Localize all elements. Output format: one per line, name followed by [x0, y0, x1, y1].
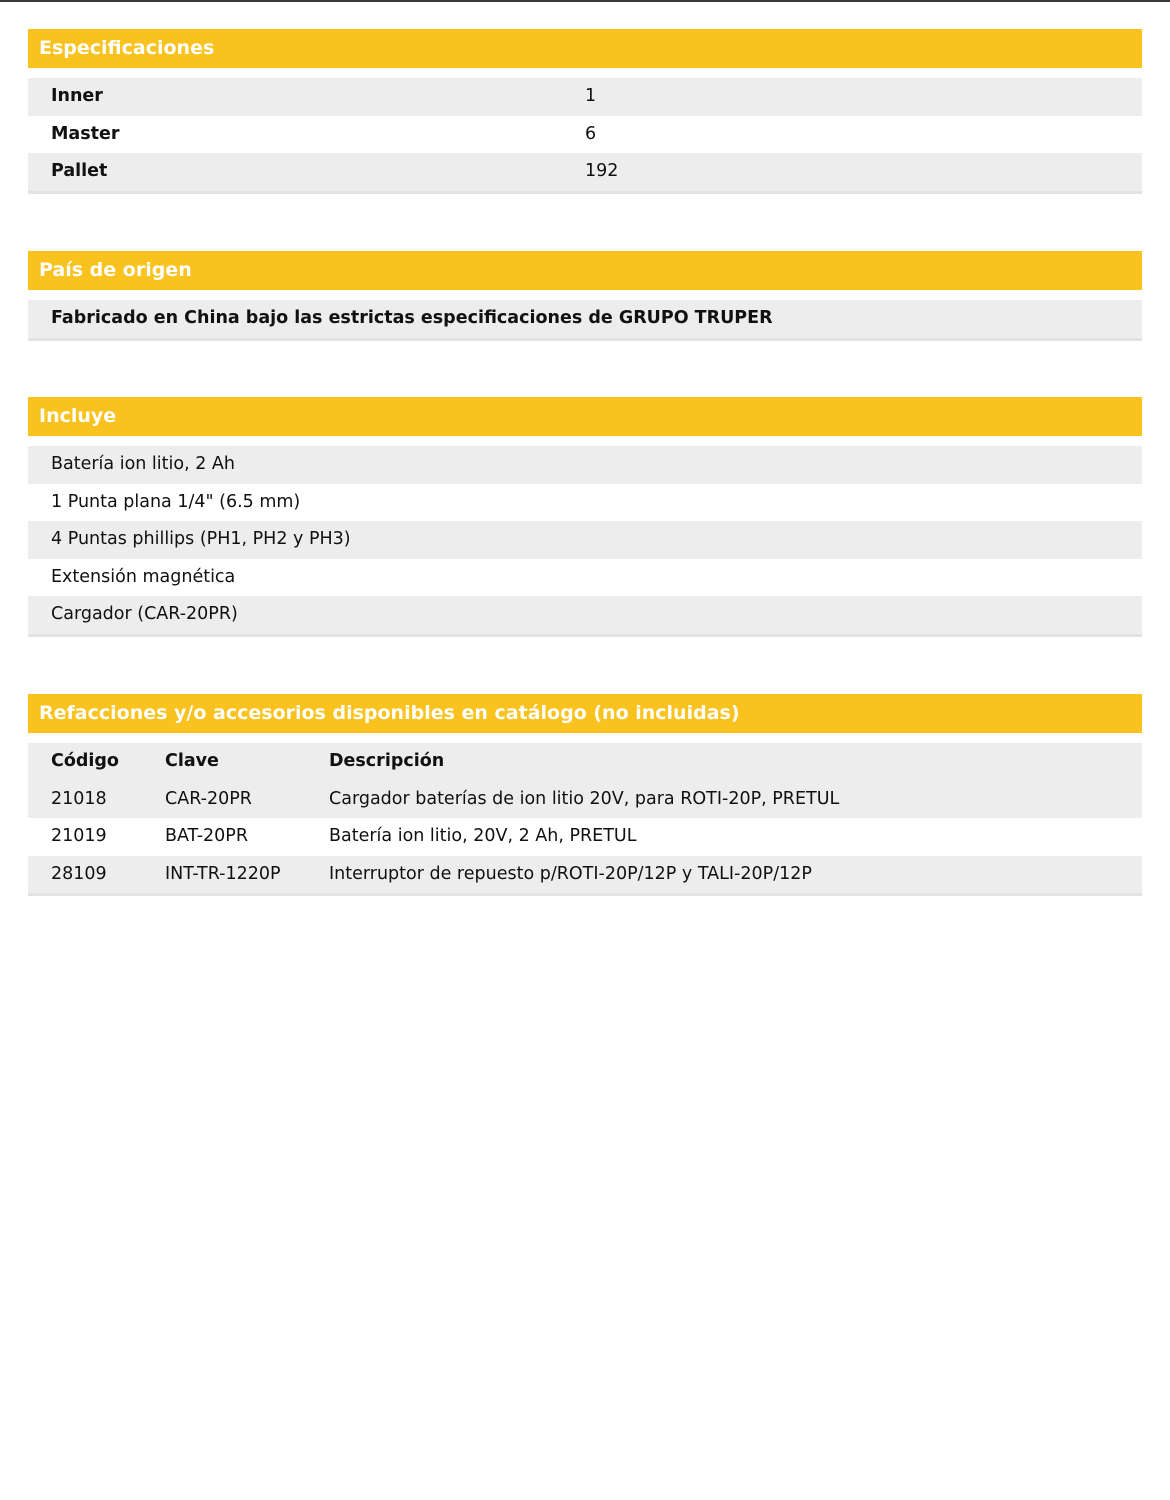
cell-descripcion: Interruptor de repuesto p/ROTI-20P/12P y TALI-20P/12P: [329, 863, 812, 884]
section-refacciones: [28, 694, 1142, 896]
list-item: 4 Puntas phillips (PH1, PH2 y PH3): [28, 521, 1142, 559]
cell-codigo: 21018: [51, 788, 107, 809]
list-item: Batería ion litio, 2 Ah: [28, 446, 1142, 484]
spec-row-pallet: [28, 153, 1142, 194]
section-especificaciones: [28, 29, 1142, 194]
refacciones-table: [28, 743, 1142, 896]
origen-header: País de origen: [28, 251, 1142, 290]
especificaciones-table: [28, 78, 1142, 194]
list-item: Cargador (CAR-20PR): [28, 596, 1142, 637]
cell-clave: BAT-20PR: [165, 826, 248, 847]
spec-label: Pallet: [51, 161, 108, 182]
section-incluye: [28, 397, 1142, 637]
list-item: Extensión magnética: [51, 566, 236, 587]
list-item: 1 Punta plana 1/4" (6.5 mm): [51, 491, 301, 512]
table-row: [28, 781, 1142, 819]
spec-label: Inner: [51, 86, 103, 106]
top-border: [0, 0, 1170, 2]
table-row: [28, 856, 1142, 897]
refacciones-header: Refacciones y/o accesorios disponibles en catálogo (no incluidas): [28, 694, 1142, 733]
origen-text: Fabricado en China bajo las estrictas especificaciones de GRUPO TRUPER: [28, 300, 1142, 341]
especificaciones-header: Especificaciones: [28, 29, 1142, 68]
column-header-codigo: Código: [51, 751, 119, 771]
cell-codigo: 28109: [51, 863, 107, 884]
incluye-header: Incluye: [28, 397, 1142, 436]
spec-value: 6: [585, 123, 597, 144]
cell-descripcion: Batería ion litio, 20V, 2 Ah, PRETUL: [329, 826, 637, 847]
column-header-clave: Clave: [165, 751, 219, 771]
column-header-descripcion: Descripción: [329, 751, 445, 771]
spec-value: 192: [585, 161, 619, 182]
table-row: [28, 818, 1142, 856]
cell-clave: INT-TR-1220P: [165, 863, 281, 884]
section-pais-de-origen: [28, 251, 1142, 341]
spec-row-inner: [28, 78, 1142, 116]
spec-label: Master: [51, 123, 120, 144]
table-header-row: [28, 743, 1142, 781]
spec-row-master: [28, 116, 1142, 154]
cell-codigo: 21019: [51, 826, 107, 847]
origen-table: [28, 300, 1142, 341]
cell-descripcion: Cargador baterías de ion litio 20V, para ROTI-20P, PRETUL: [329, 788, 840, 809]
cell-clave: CAR-20PR: [165, 788, 252, 809]
spec-value: 1: [585, 86, 597, 106]
incluye-list: [28, 446, 1142, 637]
